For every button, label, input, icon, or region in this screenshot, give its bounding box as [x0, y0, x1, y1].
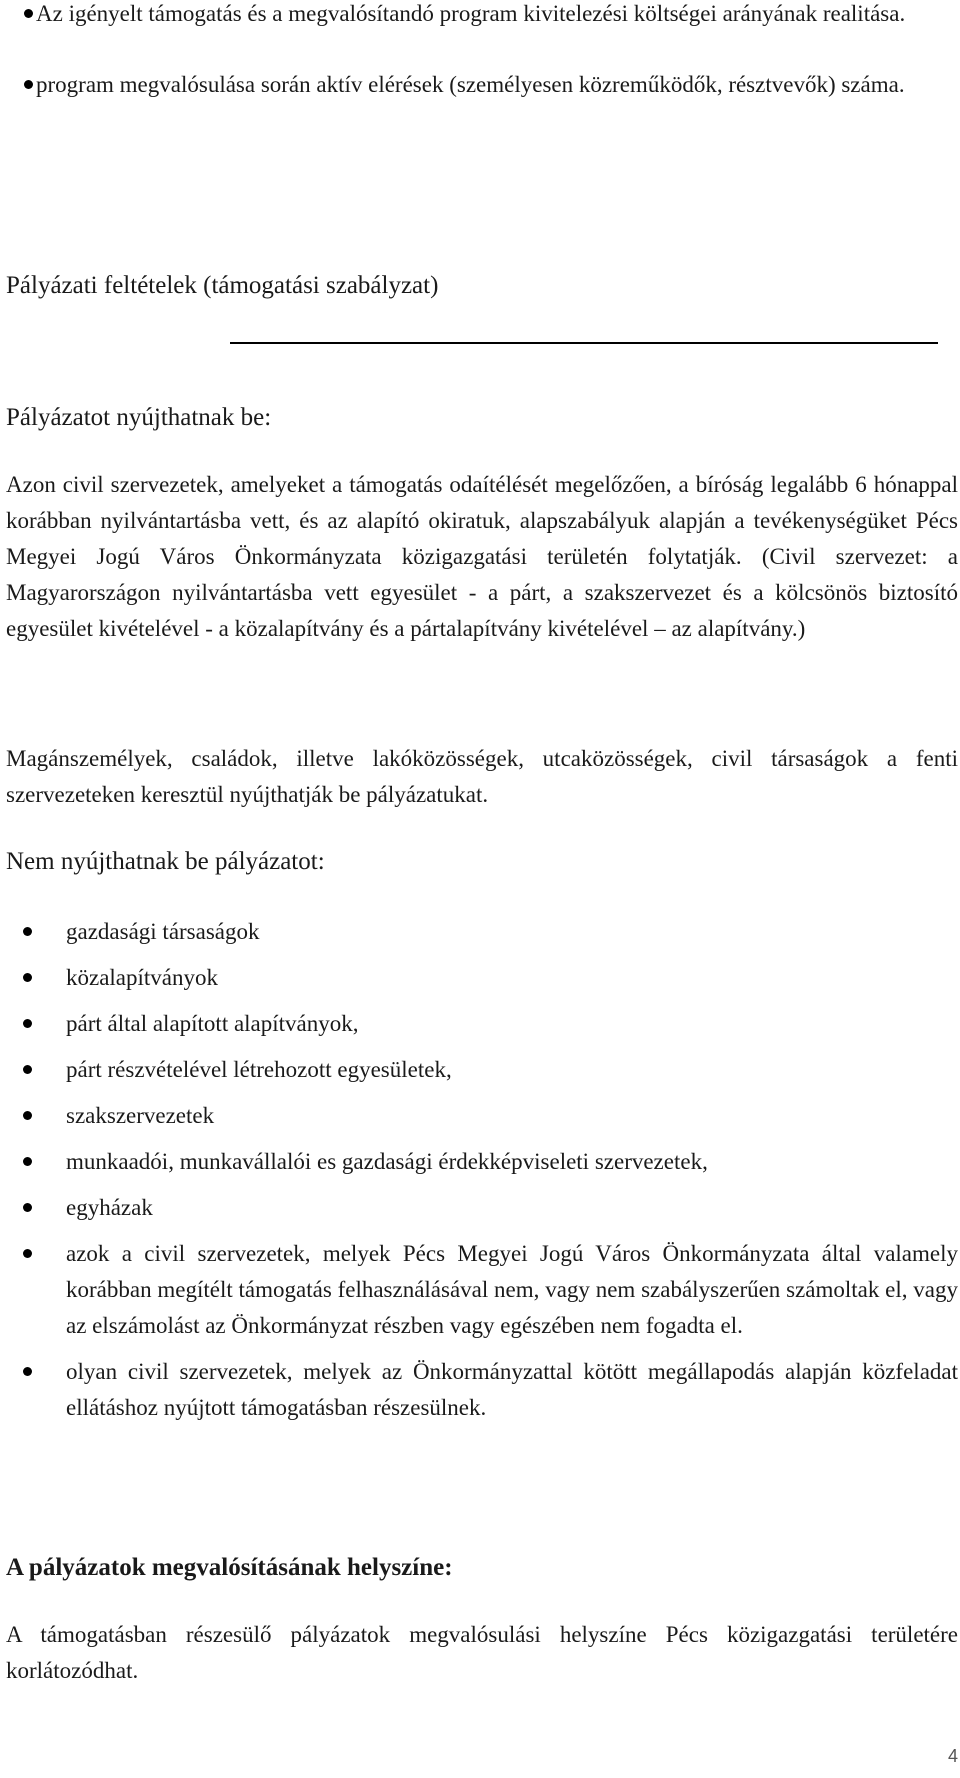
section-title: Pályázati feltételek (támogatási szabályzat) — [6, 272, 439, 299]
list-item — [0, 1190, 960, 1226]
list-item-text: párt által alapított alapítványok, — [66, 1011, 359, 1036]
criteria-list — [0, 0, 960, 103]
list-item — [0, 1236, 960, 1344]
bullet-icon — [23, 1065, 32, 1074]
eligible-paragraph: Azon civil szervezetek, amelyeket a támogatás odaítélését megelőzően, a bíróság legalább 6 hónappal korábban nyilvántartásba vett, és az alapító okiratuk, alapszabályuk alapján a tevékenységüket Pécs Megyei Jogú Város Önkormányzata közigazgatási területén folytatják. (Civil szervezet: a Magyarországon nyilvántartásba vett egyesület - a párt, a szakszervezet és a kölcsönös biztosító egyesület kivételével - a közalapítvány és a pártalapítvány kivételével – az alapítvány.) — [6, 472, 958, 641]
list-item-text: munkaadói, munkavállalói es gazdasági érdekképviseleti szervezetek, — [66, 1149, 708, 1174]
not-eligible-heading: Nem nyújthatnak be pályázatot: — [6, 848, 325, 875]
list-item — [0, 1006, 960, 1042]
section-divider — [230, 342, 938, 344]
list-item-text: program megvalósulása során aktív elérések (személyesen közreműködők, résztvevők) száma. — [36, 72, 905, 97]
bullet-icon — [23, 1249, 32, 1258]
list-item-text: azok a civil szervezetek, melyek Pécs Megyei Jogú Város Önkormányzata által valamely korábban megítélt támogatás felhasználásával nem, vagy nem szabályszerűen számoltak el, vagy az elszámolást az Önkormányzat részben vagy egészében nem fogadta el. — [66, 1241, 958, 1338]
list-item — [0, 0, 960, 32]
location-heading: A pályázatok megvalósításának helyszíne: — [6, 1554, 453, 1581]
location-paragraph: A támogatásban részesülő pályázatok megvalósulási helyszíne Pécs közigazgatási területére korlátozódhat. — [6, 1622, 958, 1683]
bullet-icon — [23, 1203, 32, 1212]
list-item-text: közalapítványok — [66, 965, 219, 990]
eligible-heading: Pályázatot nyújthatnak be: — [6, 404, 272, 431]
bullet-icon — [23, 1111, 32, 1120]
not-eligible-list — [0, 914, 960, 1426]
bullet-icon — [23, 927, 32, 936]
list-item — [0, 960, 960, 996]
list-item — [0, 67, 960, 103]
list-item-text: párt részvételével létrehozott egyesületek, — [66, 1057, 452, 1082]
list-item-text: olyan civil szervezetek, melyek az Önkormányzattal kötött megállapodás alapján közfeladat ellátáshoz nyújtott támogatásban részesülnek. — [66, 1359, 958, 1420]
bullet-icon — [23, 973, 32, 982]
list-item — [0, 1354, 960, 1426]
page-number: 4 — [947, 1746, 958, 1766]
list-item-text: egyházak — [66, 1195, 153, 1220]
bullet-icon — [24, 80, 33, 89]
list-item-text: gazdasági társaságok — [66, 919, 260, 944]
list-item-text: szakszervezetek — [66, 1103, 215, 1128]
list-item-text: Az igényelt támogatás és a megvalósítandó program kivitelezési költségei arányának realitása. — [36, 1, 906, 26]
list-item — [0, 914, 960, 950]
bullet-icon — [24, 9, 33, 18]
bullet-icon — [23, 1367, 32, 1376]
list-item — [0, 1052, 960, 1088]
list-item — [0, 1098, 960, 1134]
bullet-icon — [23, 1157, 32, 1166]
bullet-icon — [23, 1019, 32, 1028]
list-item — [0, 1144, 960, 1180]
eligible-paragraph-individuals: Magánszemélyek, családok, illetve lakóközösségek, utcaközösségek, civil társaságok a fenti szervezeteken keresztül nyújthatják be pályázatukat. — [6, 746, 958, 807]
